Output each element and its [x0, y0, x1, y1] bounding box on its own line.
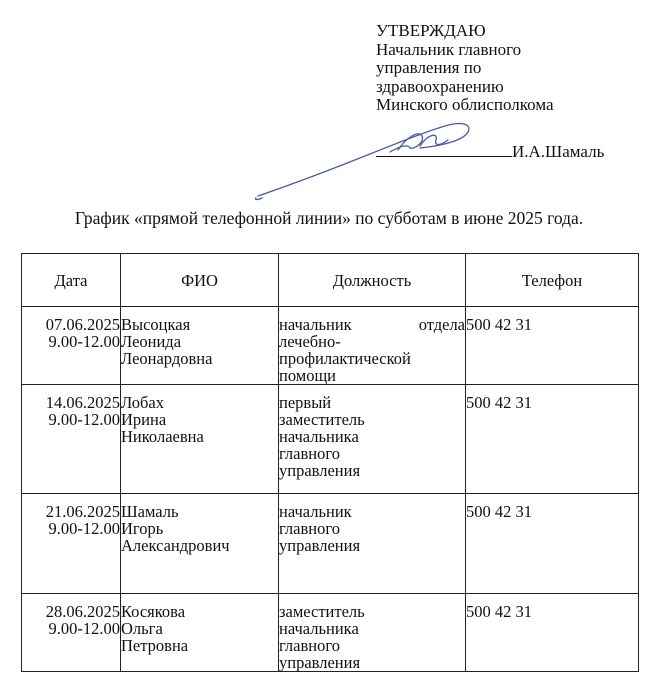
date-cell — [22, 494, 121, 594]
phone-value: 500 42 31 — [466, 393, 532, 412]
position-line: начальник отдела — [279, 315, 465, 334]
position-line: главного — [279, 519, 340, 538]
header-name: ФИО — [121, 254, 279, 307]
document-title: График «прямой телефонной линии» по субботам в июне 2025 года. — [74, 208, 584, 228]
phone-value: 500 42 31 — [466, 502, 532, 521]
phone-cell — [466, 494, 639, 594]
approval-line-3: здравоохранению — [376, 76, 504, 96]
table-row — [22, 594, 639, 672]
signature-blank — [376, 142, 512, 157]
phone-cell — [466, 307, 639, 385]
position-line: начальника — [279, 427, 359, 446]
position-cell — [279, 494, 466, 594]
signature-line — [376, 142, 604, 162]
phone-value: 500 42 31 — [466, 602, 532, 621]
first-name: Ирина — [121, 410, 167, 429]
phone-cell — [466, 385, 639, 494]
surname: Высоцкая — [121, 315, 191, 334]
first-name: Ольга — [121, 619, 163, 638]
patronymic: Леонардовна — [121, 349, 213, 368]
position-line: управления — [279, 461, 361, 480]
approval-line-4: Минского облисполкома — [376, 95, 554, 114]
date-value: 07.06.2025 — [45, 315, 120, 334]
position-cell — [279, 594, 466, 672]
time-value: 9.00-12.00 — [48, 410, 120, 429]
name-cell — [121, 307, 279, 385]
position-cell — [279, 385, 466, 494]
position-line: управления — [279, 653, 361, 672]
position-line: начальника — [279, 619, 359, 638]
position-line: помощи — [279, 366, 336, 385]
position-cell — [279, 307, 466, 385]
time-value: 9.00-12.00 — [48, 332, 120, 351]
date-value: 21.06.2025 — [45, 502, 120, 521]
date-value: 14.06.2025 — [45, 393, 120, 412]
date-cell — [22, 594, 121, 672]
approval-line-1: Начальник главного — [376, 39, 522, 59]
name-cell — [121, 594, 279, 672]
table-row — [22, 385, 639, 494]
position-line: профилактической — [279, 349, 411, 368]
surname: Лобах — [121, 393, 164, 412]
patronymic: Петровна — [121, 636, 189, 655]
approval-heading: УТВЕРЖДАЮ — [376, 21, 486, 40]
header-date: Дата — [22, 254, 121, 307]
position-line: начальник — [279, 502, 352, 521]
approval-block — [376, 22, 554, 115]
header-position: Должность — [279, 254, 466, 307]
table-header-row — [22, 254, 639, 307]
approval-line-2: управления по — [376, 58, 482, 77]
table-row — [22, 307, 639, 385]
schedule-table — [21, 253, 639, 672]
date-cell — [22, 385, 121, 494]
position-line: главного — [279, 636, 340, 655]
first-name: Леонида — [121, 332, 182, 351]
first-name: Игорь — [121, 519, 164, 538]
position-line: первый — [279, 393, 332, 412]
time-value: 9.00-12.00 — [48, 519, 120, 538]
name-cell — [121, 494, 279, 594]
phone-value: 500 42 31 — [466, 315, 532, 334]
phone-cell — [466, 594, 639, 672]
surname: Косякова — [121, 602, 186, 621]
position-line: заместитель — [279, 410, 365, 429]
position-line: главного — [279, 444, 340, 463]
position-line: управления — [279, 536, 361, 555]
position-line: лечебно- — [279, 332, 341, 351]
patronymic: Александрович — [121, 536, 230, 555]
time-value: 9.00-12.00 — [48, 619, 120, 638]
date-value: 28.06.2025 — [45, 602, 120, 621]
name-cell — [121, 385, 279, 494]
surname: Шамаль — [121, 502, 179, 521]
header-phone: Телефон — [466, 254, 639, 307]
position-line: заместитель — [279, 602, 365, 621]
signer-name: И.А.Шамаль — [512, 142, 605, 161]
patronymic: Николаевна — [121, 427, 204, 446]
date-cell — [22, 307, 121, 385]
table-row — [22, 494, 639, 594]
